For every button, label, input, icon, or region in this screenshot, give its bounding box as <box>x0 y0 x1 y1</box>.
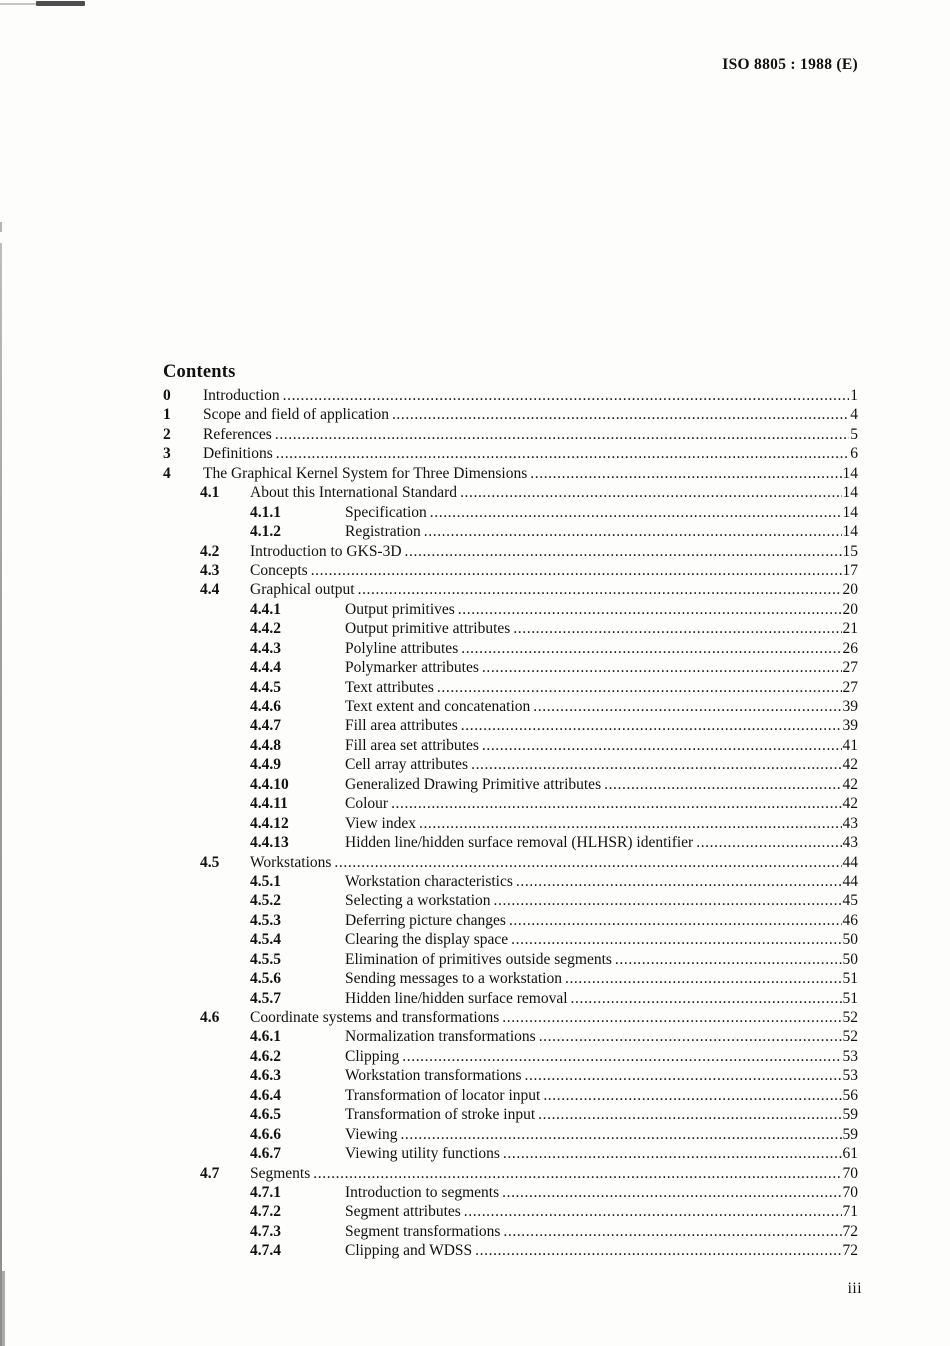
toc-entry-page: 43 <box>842 834 858 852</box>
toc-dot-leader <box>430 503 842 522</box>
toc-dot-leader <box>513 619 841 638</box>
toc-entry <box>163 1105 858 1124</box>
toc-entry-title: Clearing the display space <box>345 931 509 949</box>
toc-entry-number: 4.1 <box>200 484 220 502</box>
toc-entry-number: 4.6.6 <box>250 1125 281 1143</box>
toc-entry-number: 4.7 <box>200 1164 220 1182</box>
toc-entry-number: 4.3 <box>200 561 220 579</box>
toc-entry-title: Viewing <box>345 1125 398 1143</box>
toc-entry-number: 4.4.11 <box>250 795 288 813</box>
toc-entry-title: Coordinate systems and transformations <box>250 1009 500 1026</box>
toc-entry-number: 4.6.3 <box>250 1067 281 1085</box>
toc-entry-page: 50 <box>842 950 858 968</box>
toc-entry <box>163 833 858 852</box>
toc-entry-page: 27 <box>842 678 858 696</box>
toc-dot-leader <box>502 1183 841 1202</box>
toc-entry-title: Hidden line/hidden surface removal <box>345 989 568 1007</box>
toc-entry-page: 51 <box>842 989 858 1007</box>
toc-dot-leader <box>460 483 841 502</box>
toc-entry-page: 1 <box>850 387 858 404</box>
toc-dot-leader <box>516 872 842 891</box>
toc-entry-number: 4.7.3 <box>250 1222 281 1240</box>
toc-entry-page: 14 <box>842 464 858 482</box>
toc-dot-leader <box>525 1066 842 1085</box>
toc-dot-leader <box>482 736 842 755</box>
toc-entry <box>163 464 858 483</box>
toc-dot-leader <box>571 989 842 1008</box>
toc-entry <box>163 1125 858 1144</box>
toc-entry-page: 27 <box>842 659 858 677</box>
toc-entry-title: Fill area set attributes <box>345 736 479 754</box>
toc-entry <box>163 658 858 677</box>
toc-entry <box>163 989 858 1008</box>
table-of-contents <box>163 362 858 1261</box>
page-number: iii <box>847 1280 862 1297</box>
toc-entry-number: 4.4.1 <box>250 600 281 618</box>
toc-dot-leader <box>424 522 842 541</box>
toc-entry-number: 4.5.1 <box>250 872 281 890</box>
toc-entry <box>163 1144 858 1163</box>
toc-entry-title: Introduction to segments <box>345 1183 500 1201</box>
toc-entry-page: 5 <box>850 425 858 443</box>
toc-entry <box>163 814 858 833</box>
toc-entry-title: Fill area attributes <box>345 717 458 735</box>
toc-entry-title: References <box>203 425 272 443</box>
toc-entry-title: Graphical output <box>250 581 355 599</box>
toc-entry-page: 45 <box>842 892 858 910</box>
toc-entry-title: Clipping and WDSS <box>345 1242 473 1260</box>
toc-dot-leader <box>358 580 842 599</box>
toc-entry-title: Segment transformations <box>345 1222 501 1240</box>
scan-artifact-left-bottom <box>0 1271 5 1346</box>
toc-entry-title: Polyline attributes <box>345 639 459 657</box>
toc-entry-page: 59 <box>842 1106 858 1124</box>
toc-entry-number: 4.7.1 <box>250 1183 281 1201</box>
toc-entry <box>163 891 858 910</box>
toc-dot-leader <box>565 969 842 988</box>
toc-dot-leader <box>503 1222 841 1241</box>
toc-entry-page: 52 <box>842 1009 858 1026</box>
toc-entry <box>163 1027 858 1046</box>
toc-entry-title: Text extent and concatenation <box>345 698 531 715</box>
toc-entry-title: Polymarker attributes <box>345 659 479 677</box>
toc-entry-number: 4.1.1 <box>250 503 281 521</box>
toc-entry-page: 44 <box>842 872 858 890</box>
toc-entry-number: 4.5.2 <box>250 892 281 910</box>
toc-entry-page: 53 <box>842 1047 858 1065</box>
toc-entry <box>163 1222 858 1241</box>
toc-entry-page: 20 <box>842 581 858 599</box>
toc-dot-leader <box>502 1008 841 1027</box>
toc-entry-page: 14 <box>842 484 858 502</box>
toc-dot-leader <box>276 444 850 463</box>
toc-entry-page: 15 <box>842 542 858 560</box>
toc-entry-title: Elimination of primitives outside segments <box>345 950 612 968</box>
toc-dot-leader <box>604 775 841 794</box>
toc-entry-number: 4.5.5 <box>250 950 281 968</box>
toc-entry-page: 61 <box>842 1145 858 1163</box>
toc-entry-number: 4.6.2 <box>250 1047 281 1065</box>
toc-entry-number: 4.6 <box>200 1009 220 1026</box>
toc-entry-title: Selecting a workstation <box>345 892 491 910</box>
toc-entry-title: Specification <box>345 503 427 521</box>
toc-entry-title: Normalization transformations <box>345 1028 536 1046</box>
toc-entry-number: 3 <box>163 445 171 463</box>
toc-entry-title: Transformation of stroke input <box>345 1106 536 1124</box>
toc-entry-title: Viewing utility functions <box>345 1145 500 1163</box>
toc-dot-leader <box>530 464 841 483</box>
toc-entry-page: 20 <box>842 600 858 618</box>
contents-heading: Contents <box>163 362 236 382</box>
toc-entry <box>163 872 858 891</box>
toc-dot-leader <box>313 1164 841 1183</box>
toc-entry-number: 1 <box>163 406 171 424</box>
toc-entry-number: 4.7.4 <box>250 1242 281 1260</box>
toc-entry-number: 4.6.4 <box>250 1086 281 1104</box>
toc-dot-leader <box>494 891 842 910</box>
toc-entry-page: 53 <box>842 1067 858 1085</box>
toc-entry-number: 4.4 <box>200 581 220 599</box>
toc-dot-leader <box>538 1105 841 1124</box>
toc-entry-number: 4.1.2 <box>250 523 281 541</box>
toc-entry-number: 4.4.6 <box>250 698 281 715</box>
toc-dot-leader <box>334 853 841 872</box>
toc-entry-page: 71 <box>842 1203 858 1221</box>
toc-dot-leader <box>533 697 841 716</box>
toc-entry-number: 4.5 <box>200 853 220 871</box>
toc-dot-leader <box>392 405 849 424</box>
toc-entry-title: View index <box>345 814 416 832</box>
toc-entry-title: Workstations <box>250 853 332 871</box>
toc-entry <box>163 716 858 735</box>
toc-entry <box>163 386 858 405</box>
toc-entry <box>163 1086 858 1105</box>
toc-entry <box>163 1164 858 1183</box>
toc-entry-page: 4 <box>850 406 858 424</box>
toc-entry-title: Workstation transformations <box>345 1067 522 1085</box>
toc-entry-number: 2 <box>163 425 171 443</box>
toc-entry-page: 43 <box>842 814 858 832</box>
toc-entry <box>163 969 858 988</box>
toc-dot-leader <box>482 658 842 677</box>
toc-dot-leader <box>615 950 842 969</box>
toc-entry-title: Clipping <box>345 1047 400 1065</box>
toc-entry-number: 4.6.5 <box>250 1106 281 1124</box>
toc-entry-page: 46 <box>842 911 858 929</box>
toc-dot-leader <box>458 600 842 619</box>
toc-entry-title: Deferring picture changes <box>345 911 506 929</box>
toc-dot-leader <box>461 716 842 735</box>
toc-dot-leader <box>275 425 849 444</box>
toc-dot-leader <box>503 1144 842 1163</box>
toc-entry-title: Sending messages to a workstation <box>345 970 562 988</box>
toc-entry <box>163 853 858 872</box>
toc-entry-number: 4.4.4 <box>250 659 281 677</box>
toc-entry-number: 0 <box>163 387 171 404</box>
toc-entry-title: Transformation of locator input <box>345 1086 541 1104</box>
toc-entry <box>163 911 858 930</box>
toc-entry-page: 41 <box>842 736 858 754</box>
toc-dot-leader <box>419 814 842 833</box>
toc-dot-leader <box>464 1202 842 1221</box>
toc-entry <box>163 697 858 716</box>
toc-entry-page: 42 <box>842 795 858 813</box>
toc-entry-title: Introduction to GKS-3D <box>250 542 402 560</box>
toc-entry-page: 50 <box>842 931 858 949</box>
toc-entry <box>163 775 858 794</box>
toc-dot-leader <box>539 1027 842 1046</box>
toc-entry <box>163 1066 858 1085</box>
toc-entry-number: 4.4.8 <box>250 736 281 754</box>
toc-entry <box>163 561 858 580</box>
toc-entry <box>163 639 858 658</box>
toc-dot-leader <box>696 833 841 852</box>
scan-artifact-top-mark <box>36 1 85 6</box>
toc-entry <box>163 794 858 813</box>
toc-entry-number: 4.4.2 <box>250 620 281 638</box>
toc-entry <box>163 1008 858 1027</box>
toc-entry-page: 6 <box>850 445 858 463</box>
toc-entry-page: 39 <box>842 717 858 735</box>
toc-entry-page: 39 <box>842 698 858 715</box>
scan-artifact-top-line <box>0 3 40 5</box>
toc-entry-page: 14 <box>842 523 858 541</box>
toc-dot-leader <box>461 639 841 658</box>
toc-entry-number: 4.6.1 <box>250 1028 281 1046</box>
toc-entry-title: Text attributes <box>345 678 434 696</box>
toc-dot-leader <box>471 755 841 774</box>
toc-entry-page: 51 <box>842 970 858 988</box>
toc-entry-page: 70 <box>842 1183 858 1201</box>
toc-entry-number: 4.6.7 <box>250 1145 281 1163</box>
toc-entry <box>163 503 858 522</box>
toc-entry <box>163 678 858 697</box>
toc-entry-title: Workstation characteristics <box>345 872 513 890</box>
toc-entry-number: 4.4.12 <box>250 814 289 832</box>
toc-entry <box>163 444 858 463</box>
toc-entry <box>163 755 858 774</box>
page-footer <box>848 1280 862 1298</box>
toc-entry <box>163 930 858 949</box>
toc-entry-title: Output primitive attributes <box>345 620 511 638</box>
toc-dot-leader <box>543 1086 841 1105</box>
toc-entry-number: 4.4.3 <box>250 639 281 657</box>
scan-artifact-left-edge-line <box>0 243 2 1346</box>
toc-entry <box>163 619 858 638</box>
toc-entry-title: Registration <box>345 523 421 541</box>
toc-entry-number: 4.5.6 <box>250 970 281 988</box>
toc-entry <box>163 1183 858 1202</box>
toc-entry-title: Segment attributes <box>345 1203 461 1221</box>
toc-entry-number: 4.4.10 <box>250 775 289 793</box>
toc-entry-number: 4.4.5 <box>250 678 281 696</box>
toc-entry <box>163 736 858 755</box>
toc-entry-title: Cell array attributes <box>345 756 469 774</box>
document-id: ISO 8805 : 1988 (E) <box>722 56 858 73</box>
toc-entry <box>163 950 858 969</box>
toc-dot-leader <box>391 794 841 813</box>
page-header <box>722 56 858 74</box>
toc-entry <box>163 483 858 502</box>
toc-entry-number: 4.4.13 <box>250 834 289 852</box>
toc-entry <box>163 522 858 541</box>
toc-dot-leader <box>311 561 842 580</box>
toc-entry <box>163 1241 858 1260</box>
toc-entry-title: Output primitives <box>345 600 455 618</box>
toc-dot-leader <box>400 1125 841 1144</box>
toc-dot-leader <box>475 1241 841 1260</box>
toc-entry-page: 70 <box>842 1164 858 1182</box>
toc-entry-page: 21 <box>842 620 858 638</box>
toc-entry-number: 4.7.2 <box>250 1203 281 1221</box>
toc-entry <box>163 542 858 561</box>
toc-dot-leader <box>511 930 841 949</box>
toc-entry-page: 42 <box>842 775 858 793</box>
toc-entry-number: 4.4.9 <box>250 756 281 774</box>
toc-entry-title: Segments <box>250 1164 311 1182</box>
toc-entry-page: 44 <box>842 853 858 871</box>
toc-dot-leader <box>437 678 842 697</box>
toc-entry-page: 14 <box>842 503 858 521</box>
toc-entry-number: 4 <box>163 464 171 482</box>
toc-entry-number: 4.5.3 <box>250 911 281 929</box>
toc-entry-title: Concepts <box>250 561 308 579</box>
toc-entry-title: Hidden line/hidden surface removal (HLHSR) identifier <box>345 834 694 852</box>
scan-artifact-left-tick <box>0 222 2 232</box>
toc-entry-list <box>163 386 858 1261</box>
toc-entry-page: 59 <box>842 1125 858 1143</box>
toc-dot-leader <box>283 386 850 405</box>
toc-entry-page: 42 <box>842 756 858 774</box>
toc-entry-title: Colour <box>345 795 389 813</box>
toc-dot-leader <box>509 911 842 930</box>
toc-entry-page: 26 <box>842 639 858 657</box>
toc-entry-number: 4.4.7 <box>250 717 281 735</box>
toc-entry-page: 52 <box>842 1028 858 1046</box>
toc-entry <box>163 1047 858 1066</box>
toc-entry <box>163 580 858 599</box>
toc-dot-leader <box>405 542 842 561</box>
toc-entry-page: 56 <box>842 1086 858 1104</box>
toc-entry-page: 72 <box>842 1242 858 1260</box>
toc-entry-page: 72 <box>842 1222 858 1240</box>
toc-entry-title: About this International Standard <box>250 484 458 502</box>
toc-entry <box>163 600 858 619</box>
toc-entry-number: 4.5.7 <box>250 989 281 1007</box>
toc-entry-title: Generalized Drawing Primitive attributes <box>345 775 602 793</box>
toc-entry <box>163 425 858 444</box>
toc-entry-title: The Graphical Kernel System for Three Dimensions <box>203 464 528 482</box>
toc-entry <box>163 1202 858 1221</box>
toc-entry <box>163 405 858 424</box>
toc-dot-leader <box>402 1047 841 1066</box>
toc-entry-title: Introduction <box>203 387 280 404</box>
toc-entry-title: Scope and field of application <box>203 406 389 424</box>
toc-entry-title: Definitions <box>203 445 273 463</box>
toc-entry-number: 4.2 <box>200 542 220 560</box>
toc-entry-number: 4.5.4 <box>250 931 281 949</box>
toc-entry-page: 17 <box>842 561 858 579</box>
